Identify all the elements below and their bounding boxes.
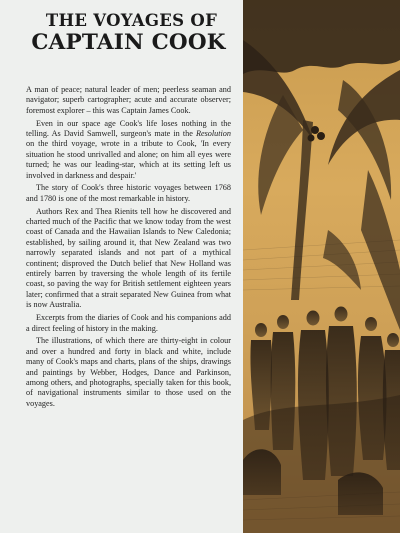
blurb-paragraph-2-end: on the third voyage, wrote in a tribute to Cook, 'In every situation he stood unrivalled and alone; on him all eyes were turned; he was our leading-star, which at its setting left us involved in darkness and despair.'	[26, 139, 231, 180]
blurb-paragraph-4: Authors Rex and Thea Rienits tell how he discovered and charted much of the Pacific that we know today from the west coast of Canada and the Hawaiian Islands to New Caledonia; established, by sailing around it, that New Zealand was two narrowly separated islands and not part of a mythical continent; disproved the Dutch belief that New Holland was entirely barren by traversing the whole length of its fertile coast, so paving the way for British settlement eighteen years later; confirmed that a strait separated New Guinea from what is now Australia.	[26, 206, 231, 310]
blurb-paragraph-2-start: Even in our space age Cook's life loses nothing in the telling. As David Samwell, surgeon's mate in the	[26, 118, 231, 139]
blurb-paragraph-6: The illustrations, of which there are thirty-eight in colour and over a hundred and forty in black and white, include many of Cook's maps and charts, plans of the ships, drawings and paintings by Webber, Hodges, Dance and Parkinson, among others, and photographs, specially taken for this book, of navigational instruments similar to those used on the voyages.	[26, 336, 231, 408]
plant-mid	[323, 230, 361, 290]
plant-right	[361, 170, 400, 330]
tropical-scene-engraving	[243, 0, 400, 533]
fruit-2	[317, 132, 325, 140]
cover-illustration	[243, 0, 400, 533]
palm-trunk	[291, 120, 313, 300]
fruit-1	[311, 126, 319, 134]
fruit-3	[308, 135, 315, 142]
title-line-2: CAPTAIN COOK	[31, 30, 226, 55]
blurb-paragraph-5: Excerpts from the diaries of Cook and his companions add a direct feeling of history in the making.	[26, 313, 231, 333]
blurb-paragraph-3: The story of Cook's three historic voyages between 1768 and 1780 is one of the most remarkable in history.	[26, 183, 231, 203]
blurb-paragraph-1: A man of peace; natural leader of men; peerless seaman and navigator; superb cartographer; acute and accurate observer; foremost explorer – this was Captain James Cook.	[26, 85, 231, 115]
book-title	[26, 12, 231, 55]
title-line-1: THE VOYAGES OF	[45, 11, 218, 30]
blurb	[26, 85, 231, 409]
blurb-paragraph-2	[26, 119, 231, 181]
ship-name: Resolution	[195, 129, 231, 139]
